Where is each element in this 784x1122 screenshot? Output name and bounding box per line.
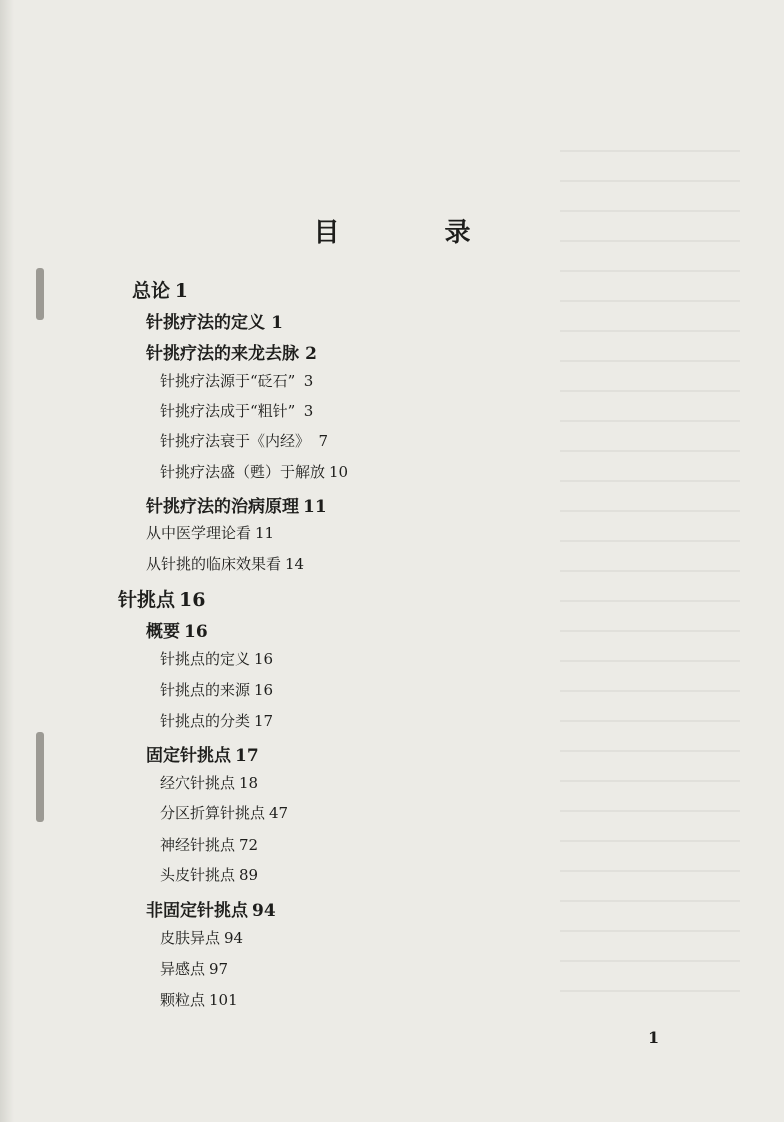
toc-entry-page: 94 <box>252 901 276 921</box>
toc-entry-page: 17 <box>235 746 259 766</box>
binding-hole-mark <box>36 268 44 320</box>
toc-entry-title: 针挑疗法的治病原理 <box>146 497 299 517</box>
toc-entry-title: 针挑疗法源于“砭石” <box>160 372 296 390</box>
toc-entry-title: 从针挑的临床效果看 <box>146 555 282 573</box>
toc-entry-title: 针挑疗法成于“粗针” <box>160 402 296 420</box>
toc-entry-page: 72 <box>239 836 259 854</box>
page-number: 1 <box>648 1028 660 1047</box>
toc-entry-page: 94 <box>224 929 244 947</box>
toc-entry-title: 针挑疗法盛（甦）于解放 <box>160 463 326 481</box>
toc-entry-page: 89 <box>239 866 259 884</box>
toc-entry-page: 3 <box>303 402 314 420</box>
toc-entry-page: 1 <box>174 280 189 302</box>
toc-entry-title: 从中医学理论看 <box>146 524 252 542</box>
toc-entry-title: 针挑疗法的来龙去脉 <box>146 344 299 364</box>
toc-entry-title: 针挑疗法的定义 <box>146 313 265 333</box>
toc-entry-title: 针挑点的分类 <box>160 712 251 730</box>
toc-entry-page: 16 <box>254 650 274 668</box>
toc-entry-title: 经穴针挑点 <box>160 774 236 792</box>
binding-hole-mark <box>36 732 44 822</box>
toc-entry-page: 14 <box>285 555 305 573</box>
toc-entry-title: 固定针挑点 <box>146 746 231 766</box>
toc-entry-page: 17 <box>254 712 274 730</box>
toc-entry-page: 18 <box>239 774 259 792</box>
toc-entry-title: 针挑点的定义 <box>160 650 251 668</box>
toc-entry-page: 11 <box>303 497 327 517</box>
toc-entry-page: 97 <box>209 960 229 978</box>
toc-entry-page: 16 <box>179 589 206 611</box>
toc-entry-page: 16 <box>184 622 208 642</box>
toc-entry-title: 概要 <box>146 622 180 642</box>
toc-entry-title: 总论 <box>132 280 171 302</box>
toc-entry-title: 针挑点的来源 <box>160 681 251 699</box>
toc-entry-title: 非固定针挑点 <box>146 901 248 921</box>
toc-entry-title: 头皮针挑点 <box>160 866 236 884</box>
toc-entry-title: 异感点 <box>160 960 206 978</box>
page-edge-shadow <box>0 0 14 1122</box>
bleed-through-shadow <box>560 150 740 1010</box>
toc-entry-title: 针挑疗法衰于《内经》 <box>160 432 311 450</box>
page-title: 目 录 <box>313 218 519 248</box>
toc-entry-title: 分区折算针挑点 <box>160 804 266 822</box>
toc-entry-page: 7 <box>318 432 329 450</box>
toc-entry-title: 皮肤异点 <box>160 929 221 947</box>
toc-entry-page: 3 <box>303 372 314 390</box>
toc-entry-page: 2 <box>305 344 317 364</box>
toc-entry-title: 颗粒点 <box>160 991 206 1009</box>
toc-entry-page: 1 <box>271 313 283 333</box>
toc-entry-page: 11 <box>255 524 275 542</box>
toc-entry-title: 神经针挑点 <box>160 836 236 854</box>
toc-entry-page: 16 <box>254 681 274 699</box>
toc-entry-page: 47 <box>269 804 289 822</box>
toc-entry-page: 101 <box>209 991 238 1009</box>
toc-entry-page: 10 <box>329 463 349 481</box>
toc-entry-title: 针挑点 <box>118 589 176 611</box>
